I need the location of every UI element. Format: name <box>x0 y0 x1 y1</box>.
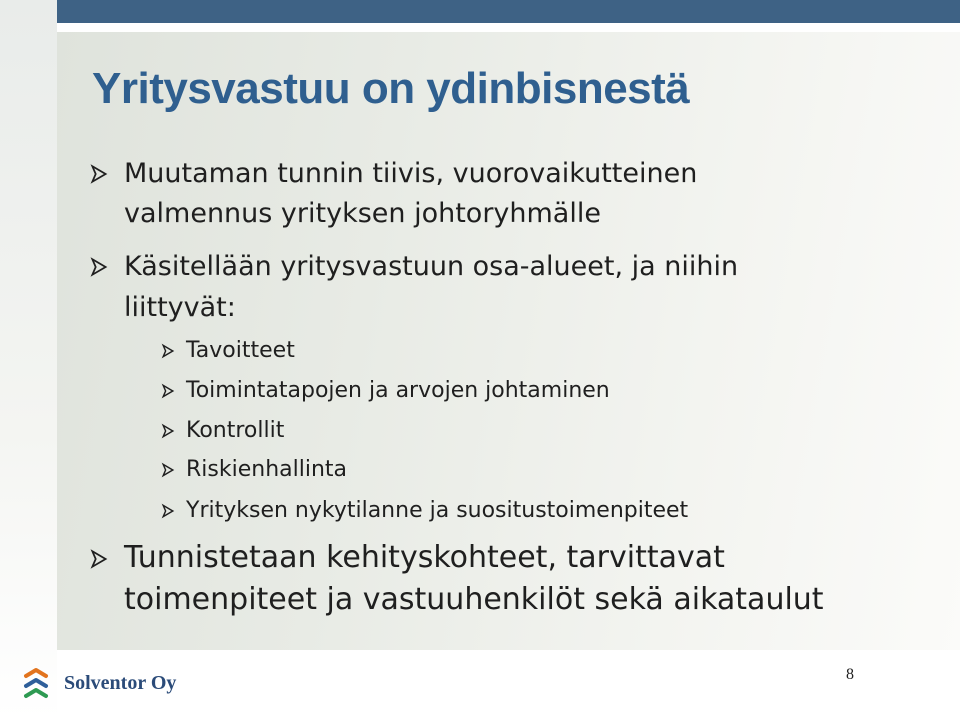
header-separator <box>57 23 960 32</box>
solventor-logo-icon <box>18 666 54 702</box>
slide-title: Yritysvastuu on ydinbisnestä <box>92 64 690 113</box>
arrowhead-bullet-icon <box>88 548 110 570</box>
company-name: Solventor Oy <box>64 672 177 694</box>
arrowhead-bullet-icon <box>160 423 176 439</box>
bullet-text-line-2: liittyvät: <box>124 292 236 323</box>
sub-bullet-text: Yrityksen nykytilanne ja suositustoimenpiteet <box>186 498 689 523</box>
arrowhead-bullet-icon <box>88 256 110 278</box>
arrowhead-bullet-icon <box>88 163 110 185</box>
sub-bullet-text: Toimintatapojen ja arvojen johtaminen <box>186 378 610 403</box>
header-bar <box>57 0 960 23</box>
bullet-text-line-1: Tunnistetaan kehityskohteet, tarvittavat <box>124 540 725 575</box>
arrowhead-bullet-icon <box>160 343 176 359</box>
bullet-text-line-2: valmennus yrityksen johtoryhmälle <box>124 198 601 229</box>
sub-bullet-text: Riskienhallinta <box>186 457 348 482</box>
arrowhead-bullet-icon <box>160 503 176 519</box>
bullet-text-line-1: Muutaman tunnin tiivis, vuorovaikutteinen <box>124 158 698 189</box>
page-number: 8 <box>846 666 854 683</box>
bullet-text-line-2: toimenpiteet ja vastuuhenkilöt sekä aikataulut <box>124 582 824 617</box>
sub-bullet-text: Tavoitteet <box>186 338 295 363</box>
arrowhead-bullet-icon <box>160 462 176 478</box>
sub-bullet-text: Kontrollit <box>186 418 285 443</box>
bullet-text-line-1: Käsitellään yritysvastuun osa-alueet, ja niihin <box>124 251 739 282</box>
arrowhead-bullet-icon <box>160 383 176 399</box>
left-margin-strip <box>0 0 57 720</box>
